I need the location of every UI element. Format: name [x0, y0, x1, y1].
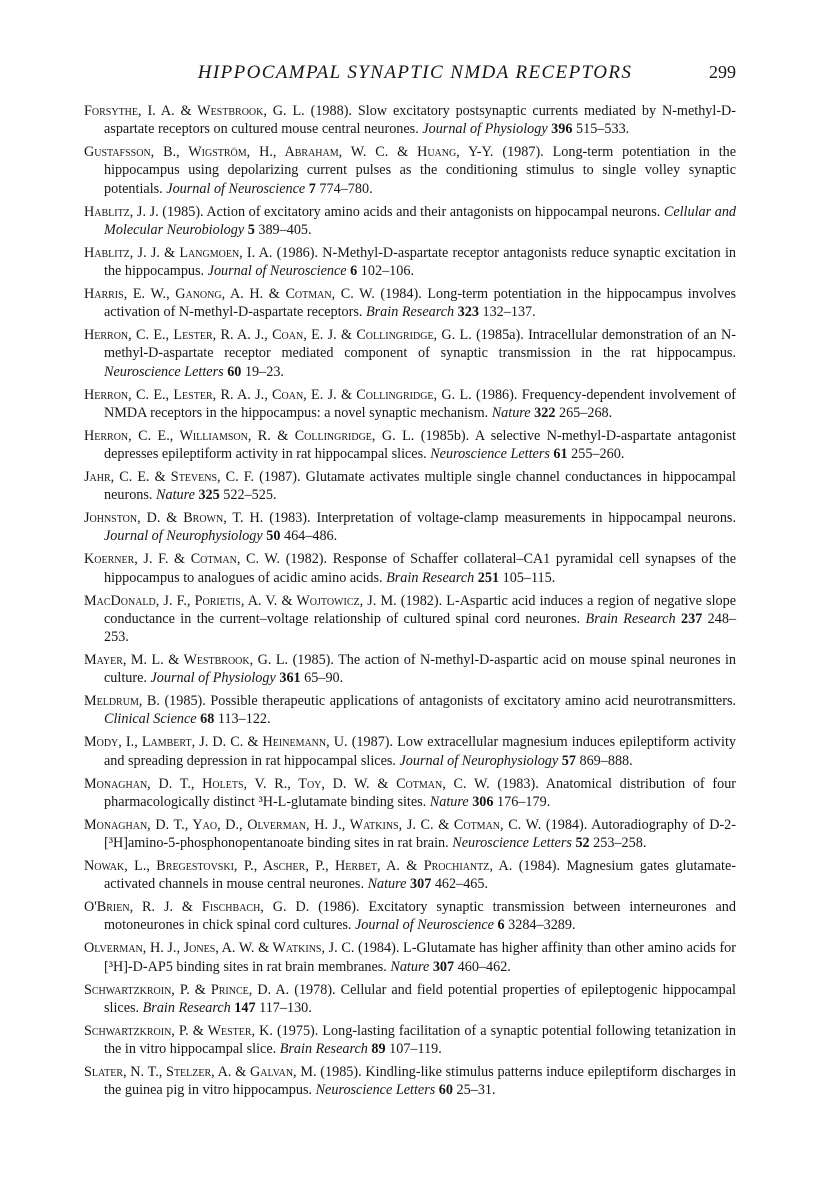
reference-journal: Journal of Neuroscience: [207, 263, 347, 280]
reference-item: [84, 427, 736, 463]
reference-volume: 50: [266, 528, 281, 545]
reference-journal: Journal of Neurophysiology: [399, 752, 559, 769]
reference-pages: 117–130.: [259, 999, 312, 1016]
reference-year: (1984).: [518, 858, 561, 875]
reference-year: (1978).: [294, 981, 336, 998]
reference-title: Kindling-like stimulus patterns induce epileptiform discharges in the guinea pig in vitro hippocampus.: [104, 1064, 737, 1099]
reference-title: Cellular and field potential properties of epileptogenic hippocampal slices.: [104, 981, 736, 1016]
reference-journal: Neuroscience Letters: [430, 446, 550, 463]
page-number: 299: [709, 62, 736, 82]
page: [84, 62, 736, 1104]
reference-title: Low extracellular magnesium induces epileptiform activity and spreading depression in rat hippocampal slices.: [104, 734, 737, 769]
reference-pages: 389–405.: [258, 221, 312, 238]
reference-year: (1985).: [164, 693, 206, 710]
reference-item: [84, 857, 736, 893]
reference-title: Excitatory synaptic transmission between interneurones and motoneurones in chick spinal cord cultures.: [104, 899, 736, 934]
reference-item: [84, 816, 736, 852]
reference-journal: Clinical Science: [104, 711, 197, 728]
reference-journal: Journal of Neurophysiology: [104, 528, 263, 545]
reference-volume: 251: [477, 569, 500, 586]
reference-volume: 60: [438, 1082, 453, 1099]
reference-pages: 255–260.: [571, 446, 625, 463]
reference-authors: Olverman, H. J., Jones, A. W. & Watkins, J. C.: [84, 940, 355, 957]
reference-title: A selective N-methyl-D-aspartate antagonist depresses epileptiform activity in rat hippocampal slices.: [104, 427, 736, 463]
reference-title: Action of excitatory amino acids and their antagonists on hippocampal neurons.: [206, 203, 661, 220]
reference-item: [84, 733, 736, 769]
reference-authors: O'Brien, R. J. & Fischbach, G. D.: [84, 899, 310, 916]
reference-year: (1985b).: [420, 427, 470, 444]
reference-volume: 52: [575, 835, 590, 852]
reference-year: (1988).: [310, 103, 352, 119]
reference-volume: 147: [234, 999, 256, 1016]
reference-year: (1984).: [545, 816, 588, 833]
reference-volume: 237: [680, 610, 703, 627]
reference-authors: Herron, C. E., Lester, R. A. J., Coan, E. J. & Collingridge, G. L.: [84, 386, 472, 403]
reference-year: (1983).: [269, 510, 311, 527]
reference-title: Long-lasting facilitation of a synaptic potential following tetanization in the in vitro hippocampal slice.: [104, 1022, 737, 1058]
reference-pages: 462–465.: [434, 876, 489, 893]
reference-item: [84, 386, 736, 422]
reference-pages: 515–533.: [576, 121, 630, 138]
reference-volume: 5: [247, 221, 255, 238]
reference-pages: 253–258.: [593, 835, 647, 852]
reference-volume: 57: [561, 752, 576, 769]
reference-authors: Koerner, J. F. & Cotman, C. W.: [84, 551, 281, 568]
reference-authors: Mody, I., Lambert, J. D. C. & Heinemann, U.: [84, 734, 348, 751]
reference-authors: Schwartzkroin, P. & Wester, K.: [84, 1022, 273, 1039]
reference-pages: 248–253.: [104, 610, 737, 646]
reference-authors: Monaghan, D. T., Holets, V. R., Toy, D. W. & Cotman, C. W.: [84, 775, 490, 792]
reference-authors: Herron, C. E., Williamson, R. & Collingridge, G. L.: [84, 427, 415, 444]
reference-authors: Herron, C. E., Lester, R. A. J., Coan, E. J. & Collingridge, G. L.: [84, 327, 472, 344]
running-header: [84, 62, 736, 96]
reference-journal: Nature: [429, 793, 469, 810]
reference-journal: Brain Research: [386, 569, 475, 586]
reference-pages: 464–486.: [283, 528, 338, 545]
reference-title: Frequency-dependent involvement of NMDA receptors in the hippocampus: a novel synaptic mechanism.: [104, 386, 737, 421]
reference-item: [84, 981, 736, 1017]
reference-authors: Gustafsson, B., Wigström, H., Abraham, W. C. & Huang, Y-Y.: [84, 144, 494, 161]
reference-item: [84, 509, 736, 545]
reference-year: (1982).: [285, 551, 328, 568]
reference-year: (1984).: [380, 286, 422, 303]
reference-year: (1985).: [320, 1064, 362, 1081]
reference-volume: 307: [410, 876, 432, 893]
reference-item: [84, 285, 736, 321]
reference-pages: 25–31.: [456, 1082, 496, 1099]
reference-pages: 774–780.: [319, 180, 373, 197]
reference-volume: 6: [497, 917, 505, 934]
reference-journal: Journal of Physiology: [422, 121, 548, 138]
reference-journal: Nature: [156, 487, 195, 504]
reference-pages: 107–119.: [389, 1041, 442, 1058]
reference-journal: Nature: [390, 958, 430, 975]
reference-item: [84, 775, 736, 811]
reference-pages: 265–268.: [558, 404, 613, 421]
reference-authors: Mayer, M. L. & Westbrook, G. L.: [84, 652, 289, 669]
reference-volume: 361: [279, 670, 301, 687]
reference-volume: 89: [371, 1041, 386, 1058]
reference-volume: 306: [472, 793, 494, 810]
reference-pages: 3284–3289.: [508, 917, 576, 934]
reference-title: Intracellular demonstration of an N-methyl-D-aspartate receptor mediated component of synaptic transmission in the rat hippocampus.: [104, 327, 737, 362]
reference-volume: 6: [350, 263, 358, 280]
reference-journal: Journal of Neuroscience: [166, 180, 306, 197]
reference-year: (1986).: [276, 244, 319, 261]
reference-authors: Hablitz, J. J. & Langmoen, I. A.: [84, 244, 273, 261]
reference-journal: Cellular and Molecular Neurobiology: [104, 203, 737, 238]
reference-authors: MacDonald, J. F., Porietis, A. V. & Wojtowicz, J. M.: [84, 592, 397, 609]
reference-year: (1986).: [318, 899, 360, 916]
reference-pages: 105–115.: [502, 569, 556, 586]
reference-journal: Neuroscience Letters: [104, 363, 224, 380]
reference-year: (1975).: [276, 1022, 319, 1039]
reference-volume: 307: [432, 958, 455, 975]
reference-pages: 869–888.: [579, 752, 633, 769]
reference-authors: Jahr, C. E. & Stevens, C. F.: [84, 469, 255, 486]
reference-journal: Neuroscience Letters: [315, 1082, 436, 1099]
reference-item: [84, 550, 736, 586]
reference-journal: Neuroscience Letters: [452, 835, 572, 852]
reference-journal: Nature: [491, 404, 531, 421]
reference-journal: Brain Research: [585, 610, 676, 627]
reference-authors: Johnston, D. & Brown, T. H.: [84, 510, 264, 527]
reference-year: (1983).: [497, 775, 539, 792]
reference-authors: Forsythe, I. A. & Westbrook, G. L.: [84, 103, 305, 119]
reference-authors: Meldrum, B.: [84, 693, 160, 710]
reference-journal: Nature: [367, 876, 407, 893]
reference-authors: Nowak, L., Bregestovski, P., Ascher, P., Herbet, A. & Prochiantz, A.: [84, 858, 513, 875]
reference-title: Possible therapeutic applications of antagonists of excitatory amino acid neurotransmitters.: [210, 693, 737, 710]
reference-authors: Schwartzkroin, P. & Prince, D. A.: [84, 981, 290, 998]
reference-volume: 68: [200, 711, 215, 728]
reference-year: (1987).: [259, 469, 301, 486]
reference-journal: Brain Research: [365, 304, 455, 321]
reference-pages: 176–179.: [497, 793, 551, 810]
reference-title: Anatomical distribution of four pharmacologically distinct ³H-L-glutamate binding sites.: [104, 775, 737, 810]
reference-title: Interpretation of voltage-clamp measurements in hippocampal neurons.: [316, 510, 737, 527]
reference-title: Autoradiography of D-2-[³H]amino-5-phosphonopentanoate binding sites in rat brain.: [104, 816, 737, 852]
reference-item: [84, 1063, 736, 1099]
reference-title: The action of N-methyl-D-aspartic acid on mouse spinal neurones in culture.: [104, 652, 736, 687]
reference-journal: Brain Research: [279, 1041, 368, 1058]
reference-title: Glutamate activates multiple single channel conductances in hippocampal neurons.: [104, 469, 736, 504]
reference-pages: 19–23.: [244, 363, 284, 380]
reference-item: [84, 592, 736, 647]
reference-title: L-Aspartic acid induces a region of negative slope conductance in the current–voltage relationship of cultured spinal cord neurones.: [104, 592, 737, 627]
reference-authors: Hablitz, J. J.: [84, 203, 159, 220]
reference-year: (1982).: [400, 592, 443, 609]
reference-year: (1987).: [502, 144, 544, 161]
reference-volume: 7: [308, 180, 316, 197]
reference-pages: 460–462.: [457, 958, 511, 975]
reference-item: [84, 651, 736, 687]
reference-volume: 396: [551, 121, 573, 138]
reference-item: [84, 326, 736, 381]
reference-volume: 60: [227, 363, 242, 380]
reference-item: [84, 143, 736, 198]
reference-title: Long-term potentiation in the hippocampus using depolarizing current pulses as the conditioning stimulus to single volley synaptic potentials.: [104, 144, 737, 197]
reference-year: (1985).: [292, 652, 334, 669]
reference-title: Long-term potentiation in the hippocampus involves activation of N-methyl-D-aspartate receptors.: [104, 286, 737, 321]
reference-item: [84, 203, 736, 239]
reference-title: N-Methyl-D-aspartate receptor antagonists reduce synaptic excitation in the hippocampus.: [104, 244, 736, 280]
reference-item: [84, 468, 736, 504]
reference-title: Response of Schaffer collateral–CA1 pyramidal cell synapses of the hippocampus to analogues of acidic amino acids.: [104, 551, 737, 586]
reference-item: [84, 939, 736, 975]
reference-item: [84, 692, 736, 728]
reference-item: [84, 102, 736, 138]
reference-volume: 323: [457, 304, 479, 321]
running-title: HIPPOCAMPAL SYNAPTIC NMDA RECEPTORS: [197, 62, 633, 83]
reference-title: Magnesium gates glutamate-activated channels in mouse central neurones.: [104, 858, 737, 893]
reference-authors: Slater, N. T., Stelzer, A. & Galvan, M.: [84, 1064, 317, 1081]
reference-authors: Harris, E. W., Ganong, A. H. & Cotman, C. W.: [84, 286, 375, 303]
reference-authors: Monaghan, D. T., Yao, D., Olverman, H. J., Watkins, J. C. & Cotman, C. W.: [84, 816, 542, 833]
reference-pages: 102–106.: [360, 263, 414, 280]
reference-journal: Journal of Physiology: [150, 670, 276, 687]
reference-pages: 65–90.: [304, 670, 344, 687]
reference-volume: 325: [198, 487, 220, 504]
reference-volume: 322: [534, 404, 556, 421]
reference-volume: 61: [553, 446, 568, 463]
reference-year: (1984).: [358, 940, 400, 957]
reference-title: Slow excitatory postsynaptic currents mediated by N-methyl-D-aspartate receptors on cultured mouse central neurones.: [104, 103, 737, 138]
reference-item: [84, 1022, 736, 1058]
reference-year: (1986).: [476, 386, 518, 403]
reference-item: [84, 244, 736, 280]
reference-year: (1987).: [351, 734, 394, 751]
reference-year: (1985).: [162, 203, 204, 220]
reference-item: [84, 898, 736, 934]
reference-list: [84, 102, 736, 1099]
reference-pages: 132–137.: [482, 304, 536, 321]
reference-pages: 522–525.: [223, 487, 277, 504]
reference-year: (1985a).: [476, 327, 524, 344]
reference-journal: Journal of Neuroscience: [354, 917, 494, 934]
reference-pages: 113–122.: [217, 711, 271, 728]
reference-title: L-Glutamate has higher affinity than other amino acids for [³H]-D-AP5 binding sites in rat brain membranes.: [104, 940, 736, 975]
reference-journal: Brain Research: [142, 999, 231, 1016]
